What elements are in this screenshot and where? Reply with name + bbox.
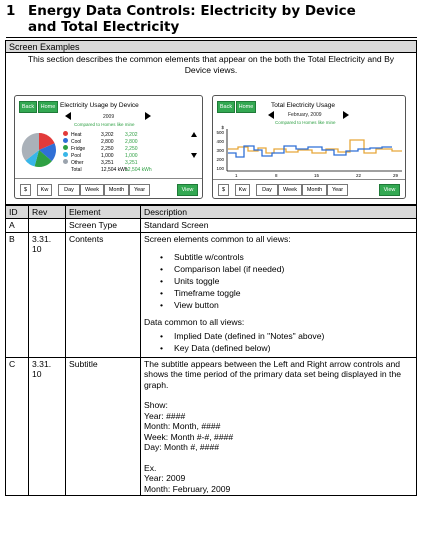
list-item: • Comparison label (if needed) — [160, 264, 413, 275]
cell-description — [141, 357, 417, 496]
unit-kw-button[interactable]: Kw — [235, 184, 250, 196]
list-item: • Key Data (defined below) — [160, 343, 413, 354]
header-rev: Rev — [29, 206, 66, 219]
y-tick-label: 200 — [216, 157, 224, 162]
list-item: • Implied Date (defined in "Notes" above) — [160, 331, 413, 342]
timeframe-month-button[interactable]: Month — [104, 184, 129, 196]
usage-line-chart — [226, 127, 404, 173]
scroll-up-icon[interactable] — [191, 132, 197, 137]
screen-title: Total Electricity Usage — [271, 102, 335, 109]
example-label: Ex. — [144, 462, 157, 473]
cell-rev: 3.31. 10 — [29, 232, 66, 357]
previous-arrow-icon[interactable] — [65, 112, 71, 120]
table-row — [6, 232, 417, 357]
y-tick-label: 400 — [216, 139, 224, 144]
timeframe-day-button[interactable]: Day — [58, 184, 80, 196]
show-format: Week: Month #-#, #### — [144, 431, 234, 442]
timeframe-year-button[interactable]: Year — [129, 184, 150, 196]
contents-view-list — [160, 252, 413, 311]
pool-dot-icon — [63, 152, 68, 157]
legend-row: Heat 3,202 3,202 — [63, 131, 138, 138]
subtitle-year: 2009 — [103, 114, 115, 120]
home-button[interactable]: Home — [236, 101, 256, 113]
title-rule — [6, 37, 417, 38]
back-button[interactable]: Back — [19, 101, 37, 113]
y-axis-label: $ — [221, 125, 224, 130]
legend-row: Pool 1,000 1,000 — [63, 152, 138, 159]
cell-description — [141, 232, 417, 357]
view-button[interactable]: View — [379, 184, 400, 196]
title-line-1: Energy Data Controls: Electricity by Device — [28, 3, 356, 19]
legend-row: Cool 2,800 2,800 — [63, 138, 138, 145]
header-element: Element — [66, 206, 141, 219]
comparison-label: Compared to Homes like mine — [74, 122, 135, 127]
timeframe-week-button[interactable]: Week — [278, 184, 302, 196]
show-label: Show: — [144, 400, 168, 410]
unit-kw-button[interactable]: Kw — [37, 184, 52, 196]
cell-rev — [29, 219, 66, 233]
cool-dot-icon — [63, 138, 68, 143]
cell-id: C — [6, 357, 29, 496]
table-header-row — [6, 206, 417, 219]
subtitle-period: February, 2009 — [288, 112, 322, 118]
header-id: ID — [6, 206, 29, 219]
list-item: • Subtitle w/controls — [160, 252, 413, 263]
next-arrow-icon[interactable] — [145, 112, 151, 120]
unit-dollar-button[interactable]: $ — [218, 184, 229, 196]
x-tick-label: 1 — [235, 173, 238, 178]
x-tick-label: 15 — [314, 173, 320, 178]
comparison-label: Compared to Homes like mine — [275, 120, 336, 125]
previous-arrow-icon[interactable] — [268, 111, 274, 119]
by-device-screen — [14, 95, 203, 199]
cell-element: Screen Type — [66, 219, 141, 233]
timeframe-week-button[interactable]: Week — [80, 184, 104, 196]
screen-title: Electricity Usage by Device — [60, 102, 139, 109]
subtitle-description: The subtitle appears between the Left and Right arrow controls and shows the time period of the primary data set being displayed in the graph. — [144, 358, 402, 390]
back-button[interactable]: Back — [217, 101, 235, 113]
header-description: Description — [141, 206, 417, 219]
pie-chart-icon — [21, 132, 57, 168]
total-electricity-screen — [212, 95, 406, 199]
x-tick-label: 29 — [393, 173, 399, 178]
cell-element: Subtitle — [66, 357, 141, 496]
timeframe-month-button[interactable]: Month — [302, 184, 327, 196]
timeframe-year-button[interactable]: Year — [327, 184, 348, 196]
controls-divider — [213, 179, 405, 180]
screen-examples-text: This section describes the common elements that appear on the both the Total Electricity and By Device views. — [27, 54, 395, 75]
y-tick-label: 100 — [216, 166, 224, 171]
list-item: • Units toggle — [160, 276, 413, 287]
home-button[interactable]: Home — [38, 101, 58, 113]
fridge-dot-icon — [63, 145, 68, 150]
heat-dot-icon — [63, 131, 68, 136]
show-format: Day: Month #, #### — [144, 442, 220, 452]
table-row — [6, 357, 417, 496]
contents-intro: Screen elements common to all views: — [144, 233, 291, 244]
y-tick-label: 500 — [216, 130, 224, 135]
unit-dollar-button[interactable]: $ — [20, 184, 31, 196]
list-item: • View button — [160, 300, 413, 311]
title-line-2: and Total Electricity — [28, 19, 180, 35]
document-title — [6, 3, 416, 35]
show-format: Year: #### — [144, 410, 186, 421]
legend-row-total: Total 12,504 kWh12,504 kWh — [71, 166, 152, 173]
next-arrow-icon[interactable] — [343, 111, 349, 119]
list-item: • Timeframe toggle — [160, 288, 413, 299]
timeframe-day-button[interactable]: Day — [256, 184, 278, 196]
scroll-down-icon[interactable] — [191, 153, 197, 158]
data-common-intro: Data common to all views: — [144, 316, 245, 327]
controls-divider — [15, 178, 202, 179]
cell-element: Contents — [66, 232, 141, 357]
data-common-list — [160, 331, 413, 354]
view-button[interactable]: View — [177, 184, 198, 196]
legend-row: Fridge 2,250 2,250 — [63, 145, 138, 152]
table-row — [6, 219, 417, 233]
legend-row: Other 3,251 3,251 — [63, 159, 138, 166]
cell-id: A — [6, 219, 29, 233]
example-value: Month: February, 2009 — [144, 483, 231, 494]
section-number: 1 — [6, 3, 16, 19]
cell-rev: 3.31. 10 — [29, 357, 66, 496]
show-format: Month: Month, #### — [144, 421, 221, 431]
y-tick-label: 300 — [216, 148, 224, 153]
spec-table — [5, 205, 417, 496]
example-value: Year: 2009 — [144, 473, 186, 483]
x-tick-label: 22 — [356, 173, 362, 178]
screen-examples-heading: Screen Examples — [5, 40, 417, 53]
cell-description: Standard Screen — [141, 219, 417, 233]
cell-id: B — [6, 232, 29, 357]
x-tick-label: 8 — [275, 173, 278, 178]
other-dot-icon — [63, 159, 68, 164]
